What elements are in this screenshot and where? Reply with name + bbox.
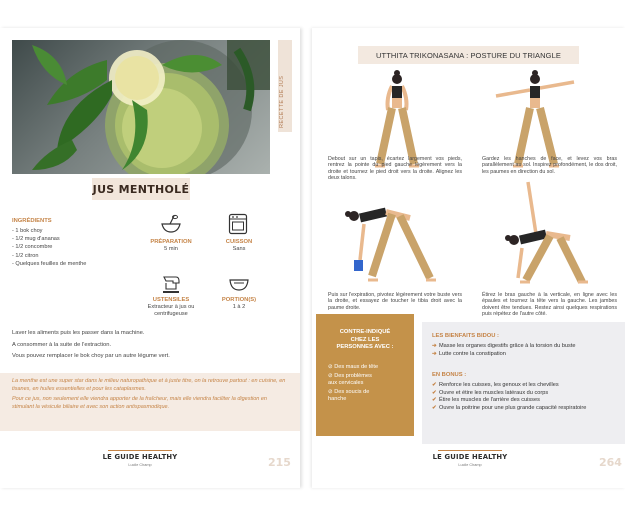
list-item: - 1/2 mug d'ananas — [12, 235, 86, 243]
arrow-icon: ➔ — [432, 350, 437, 357]
list-item: aux cervicales — [328, 380, 364, 386]
recipe-title: JUS MENTHOLÉ — [92, 182, 190, 196]
posture-title: UTTHITA TRIKONASANA : POSTURE DU TRIANGLE — [358, 46, 579, 64]
instructions: Laver les aliments puis les passer dans la machine. A consommer à la suite de l'extraction. Vous pouvez remplacer le bok choy par un autre légume vert. — [12, 330, 170, 359]
check-icon: ✔ — [432, 397, 437, 404]
pose-figure-4 — [500, 178, 590, 290]
naturopathy-note: La menthe est une super star dans le milieu naturopathique et à juste titre, on la retrouve partout : en cuisine, en tisanes, en huiles essentielles et pour les cataplasmes. Pour ce jus, non seulement elle viendra apporter de la fraîcheur, mais elle viendra faciliter la digestion en stimulant la vésicule biliaire et avec son action antispasmodique. — [0, 373, 300, 431]
contraindications-box — [316, 314, 414, 436]
bowl-icon — [228, 276, 250, 292]
list-item: ⊘ Des maux de tête — [328, 364, 379, 370]
check-icon: ✔ — [432, 382, 437, 388]
recipe-page — [0, 28, 300, 488]
caption-2: Gardez les hanches de face, et levez vos bras parallèlement au sol. Inspirez profondément, le dos droit, les paumes en direction du sol. — [482, 156, 617, 175]
list-item: ✔ Ouvre et étire les muscles latéraux du corps — [432, 389, 549, 396]
bonus-list — [432, 382, 617, 412]
pose-figure-3 — [340, 204, 440, 290]
mixer-icon — [160, 273, 182, 295]
list-item: - Quelques feuilles de menthe — [12, 260, 86, 268]
oven-icon — [228, 213, 248, 235]
benefits-box — [422, 322, 625, 444]
ingredients-heading: INGRÉDIENTS — [12, 218, 52, 224]
list-item: ✔ Étire les muscles de l'arrière des cuisses — [432, 397, 540, 404]
benefits-list — [432, 343, 617, 358]
contraindications-list — [328, 364, 378, 405]
benefits-heading: LES BIENFAITS BIDOU : — [432, 333, 499, 339]
caption-4: Étirez le bras gauche à la verticale, en ligne avec les épaules et tournez la tête vers la gauche. Les jambes doivent être tendues. Restez ainsi quelques respirations puis répétez de l'autre côté. — [482, 292, 617, 318]
page-number: 264 — [599, 456, 622, 469]
list-item: - 1/2 concombre — [12, 243, 86, 251]
page-number: 215 — [268, 456, 291, 469]
list-item: ⊘ Des problèmes — [328, 372, 372, 379]
list-item: ⊘ Des soucis de — [328, 388, 370, 395]
preparation-info: PRÉPARATION 5 min — [150, 239, 192, 252]
list-item: ✔ Ouvre la poitrine pour une plus grande capacité respiratoire — [432, 404, 587, 411]
recipe-title-box — [92, 178, 190, 200]
check-icon: ✔ — [432, 389, 437, 396]
portions-info: PORTION(S) 1 à 2 — [221, 297, 257, 310]
juice-photo — [12, 40, 270, 174]
ingredients-list — [12, 227, 86, 268]
check-icon: ✔ — [432, 404, 437, 411]
caption-3: Puis sur l'expiration, pivotez légèrement votre buste vers la droite, et essayez de toucher le tibia droit avec la paume droite. — [328, 292, 462, 311]
list-item: ➔ Masse les organes digestifs grâce à la torsion du buste — [432, 343, 576, 349]
list-item: ✔ Renforce les cuisses, les genoux et les chevilles — [432, 382, 559, 388]
brand-logo: LE GUIDE HEALTHY Lucile Champ — [430, 450, 510, 467]
list-item: ➔ Lutte contre la constipation — [432, 350, 506, 357]
list-item: hanche — [328, 396, 347, 402]
list-item: - 1/2 citron — [12, 252, 86, 260]
cuisson-info: CUISSON Sans — [225, 239, 253, 252]
brand-logo: LE GUIDE HEALTHY Lucile Champ — [100, 450, 180, 467]
yoga-page — [312, 28, 625, 488]
bowl-whisk-icon — [160, 214, 182, 234]
section-tab: RECETTE DE JUS — [278, 40, 292, 132]
arrow-icon: ➔ — [432, 343, 437, 349]
bonus-heading: EN BONUS : — [432, 372, 467, 378]
ustensiles-info: USTENSILES Extracteur à jus ou centrifugeuse — [147, 297, 195, 317]
list-item: - 1 bok choy — [12, 227, 86, 235]
caption-1: Debout sur un tapis, écartez largement vos pieds, rentrez la pointe du pied gauche légèrement vers la droite et tournez le pied droit vers la droite. Alignez les deux talons. — [328, 156, 462, 182]
contraindications-heading: CONTRE-INDIQUÉ CHEZ LES PERSONNES AVEC : — [336, 329, 394, 350]
